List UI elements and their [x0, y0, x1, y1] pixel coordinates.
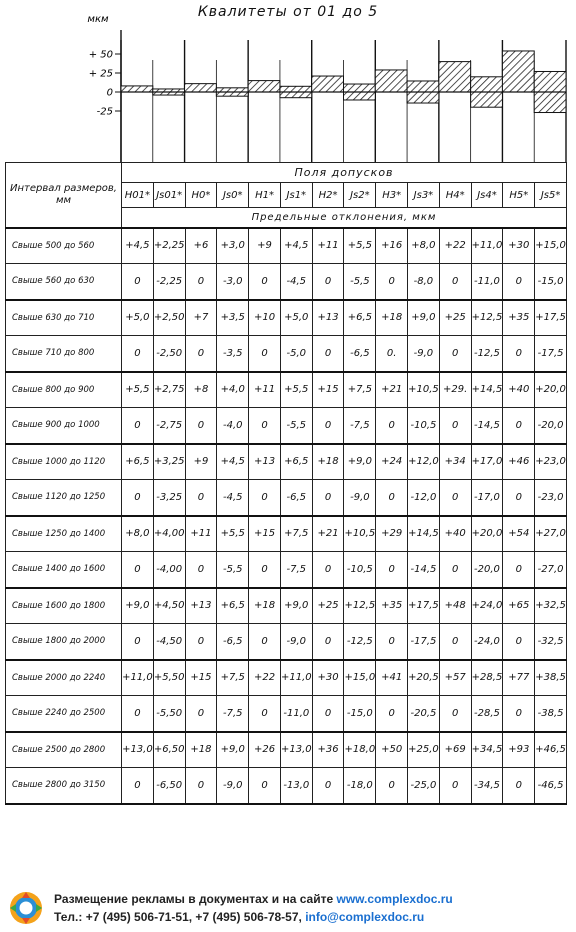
- table-row: [6, 336, 567, 372]
- deviation-cell: +12,0: [408, 444, 440, 480]
- deviation-cell: 0: [376, 408, 408, 444]
- deviation-cell: +7,5: [280, 516, 312, 552]
- deviation-cell: 0: [122, 264, 154, 300]
- deviation-cell: -9,0: [344, 480, 376, 516]
- deviation-cell: -14,5: [408, 552, 440, 588]
- size-interval-cell: Свыше 1600 до 1800: [6, 588, 122, 624]
- deviation-cell: +7: [185, 300, 217, 336]
- deviation-cell: +13,0: [122, 732, 154, 768]
- deviation-cell: -4,50: [153, 624, 185, 660]
- column-header: Js3*: [408, 183, 440, 208]
- tolerance-band: [502, 51, 534, 92]
- deviation-cell: +13: [249, 444, 281, 480]
- deviation-cell: -5,5: [344, 264, 376, 300]
- deviation-cell: 0: [249, 336, 281, 372]
- deviation-cell: -3,25: [153, 480, 185, 516]
- deviation-cell: -10,5: [344, 552, 376, 588]
- deviation-cell: -17,5: [408, 624, 440, 660]
- deviation-cell: +5,50: [153, 660, 185, 696]
- y-tick-label: + 25: [88, 68, 113, 80]
- deviation-cell: -2,25: [153, 264, 185, 300]
- deviation-cell: +34,5: [471, 732, 503, 768]
- deviation-cell: 0: [503, 768, 535, 804]
- deviation-cell: +50: [376, 732, 408, 768]
- deviation-cell: 0: [439, 768, 471, 804]
- deviation-cell: 0: [439, 336, 471, 372]
- deviation-cell: -4,5: [217, 480, 249, 516]
- deviation-cell: +18,0: [344, 732, 376, 768]
- deviation-cell: +11,0: [471, 228, 503, 264]
- deviation-cell: +24: [376, 444, 408, 480]
- deviation-cell: +4,5: [280, 228, 312, 264]
- deviation-cell: 0: [249, 552, 281, 588]
- deviation-cell: -38,5: [535, 696, 567, 732]
- deviation-cell: +5,5: [217, 516, 249, 552]
- deviation-cell: +8,0: [408, 228, 440, 264]
- footer-ad-text: Размещение рекламы в документах и на сайте: [54, 892, 337, 906]
- deviation-cell: +4,5: [217, 444, 249, 480]
- tolerance-band: [439, 62, 471, 92]
- footer: [8, 888, 568, 928]
- deviation-cell: +3,25: [153, 444, 185, 480]
- deviation-cell: -10,5: [408, 408, 440, 444]
- table-row: [6, 588, 567, 624]
- deviation-cell: 0: [122, 480, 154, 516]
- deviation-cell: -3,0: [217, 264, 249, 300]
- size-interval-cell: Свыше 1000 до 1120: [6, 444, 122, 480]
- footer-phone-text: Тел.: +7 (495) 506-71-51, +7 (495) 506-78-57,: [54, 910, 306, 924]
- deviation-cell: 0: [185, 552, 217, 588]
- deviation-cell: +10,5: [408, 372, 440, 408]
- deviation-cell: +35: [376, 588, 408, 624]
- deviation-cell: 0: [503, 696, 535, 732]
- deviation-cell: +2,50: [153, 300, 185, 336]
- table-row: [6, 408, 567, 444]
- deviation-cell: +11,0: [122, 660, 154, 696]
- deviation-cell: +15,0: [535, 228, 567, 264]
- deviation-cell: +18: [249, 588, 281, 624]
- deviation-cell: +22: [249, 660, 281, 696]
- y-tick-label: 0: [106, 87, 113, 99]
- deviation-cell: +18: [185, 732, 217, 768]
- deviation-cell: +11,0: [280, 660, 312, 696]
- y-tick-label: + 50: [88, 49, 113, 61]
- deviation-cell: -2,50: [153, 336, 185, 372]
- deviation-cell: 0: [376, 552, 408, 588]
- tolerance-band: [185, 84, 217, 92]
- deviation-cell: 0.: [376, 336, 408, 372]
- deviation-cell: -5,0: [280, 336, 312, 372]
- table-row: [6, 732, 567, 768]
- deviation-cell: +15: [249, 516, 281, 552]
- deviation-cell: 0: [185, 696, 217, 732]
- deviation-cell: +12,5: [344, 588, 376, 624]
- deviation-cell: -3,5: [217, 336, 249, 372]
- column-header: Js2*: [344, 183, 376, 208]
- deviation-cell: +28,5: [471, 660, 503, 696]
- deviation-cell: 0: [312, 624, 344, 660]
- footer-contact-line: [54, 910, 424, 924]
- deviation-cell: +22: [439, 228, 471, 264]
- deviation-cell: -12,0: [408, 480, 440, 516]
- column-header: H2*: [312, 183, 344, 208]
- deviation-cell: +17,5: [408, 588, 440, 624]
- interval-header: Интервал размеров, мм: [6, 163, 122, 228]
- deviation-cell: +15: [312, 372, 344, 408]
- deviation-cell: +18: [312, 444, 344, 480]
- deviation-cell: +21: [312, 516, 344, 552]
- deviation-cell: +9,0: [408, 300, 440, 336]
- deviation-cell: +36: [312, 732, 344, 768]
- deviation-cell: +6,5: [344, 300, 376, 336]
- deviation-cell: 0: [249, 696, 281, 732]
- deviation-cell: +2,75: [153, 372, 185, 408]
- chart-title: Квалитеты от 01 до 5: [197, 4, 379, 20]
- deviation-cell: 0: [312, 768, 344, 804]
- deviation-cell: 0: [249, 264, 281, 300]
- deviation-cell: 0: [122, 768, 154, 804]
- deviation-cell: 0: [122, 552, 154, 588]
- deviation-cell: 0: [312, 552, 344, 588]
- deviation-cell: 0: [185, 624, 217, 660]
- deviation-cell: +15: [185, 660, 217, 696]
- deviation-cell: 0: [185, 264, 217, 300]
- deviation-cell: -12,5: [471, 336, 503, 372]
- size-interval-cell: Свыше 2800 до 3150: [6, 768, 122, 804]
- limit-deviations-header: Предельные отклонения, мкм: [122, 208, 567, 228]
- deviation-cell: +7,5: [344, 372, 376, 408]
- deviation-cell: -5,5: [280, 408, 312, 444]
- deviation-cell: -9,0: [217, 768, 249, 804]
- deviation-cell: +17,0: [471, 444, 503, 480]
- tolerance-band: [375, 70, 407, 92]
- deviation-cell: +9: [185, 444, 217, 480]
- column-header: Js1*: [280, 183, 312, 208]
- deviation-cell: +14,5: [408, 516, 440, 552]
- deviation-cell: +24,0: [471, 588, 503, 624]
- deviation-cell: +17,5: [535, 300, 567, 336]
- deviation-cell: 0: [376, 264, 408, 300]
- deviation-cell: -9,0: [408, 336, 440, 372]
- deviation-cell: 0: [122, 696, 154, 732]
- footer-ad-line: [54, 892, 453, 906]
- deviation-cell: +8: [185, 372, 217, 408]
- deviation-cell: +5,0: [280, 300, 312, 336]
- deviation-cell: +6,5: [217, 588, 249, 624]
- deviation-cell: -17,5: [535, 336, 567, 372]
- table-row: [6, 444, 567, 480]
- deviation-cell: -15,0: [535, 264, 567, 300]
- table-row: [6, 696, 567, 732]
- size-interval-cell: Свыше 1800 до 2000: [6, 624, 122, 660]
- size-interval-cell: Свыше 900 до 1000: [6, 408, 122, 444]
- deviation-cell: -4,00: [153, 552, 185, 588]
- tolerance-band: [121, 86, 153, 92]
- deviation-cell: 0: [376, 480, 408, 516]
- deviation-cell: +5,5: [344, 228, 376, 264]
- deviation-cell: -7,5: [217, 696, 249, 732]
- table-row: [6, 264, 567, 300]
- deviation-cell: 0: [122, 408, 154, 444]
- deviation-cell: 0: [312, 336, 344, 372]
- deviation-cell: +25: [439, 300, 471, 336]
- footer-site-link[interactable]: www.complexdoc.ru: [336, 892, 453, 906]
- deviation-cell: 0: [312, 264, 344, 300]
- table-row: [6, 660, 567, 696]
- deviation-cell: -27,0: [535, 552, 567, 588]
- deviation-cell: +10: [249, 300, 281, 336]
- deviation-cell: +77: [503, 660, 535, 696]
- deviation-cell: +26: [249, 732, 281, 768]
- table-row: [6, 516, 567, 552]
- size-interval-cell: Свыше 560 до 630: [6, 264, 122, 300]
- deviation-cell: +16: [376, 228, 408, 264]
- deviation-cell: +35: [503, 300, 535, 336]
- deviation-cell: 0: [503, 552, 535, 588]
- deviation-cell: +11: [249, 372, 281, 408]
- deviation-cell: -4,5: [280, 264, 312, 300]
- column-header: Js5*: [535, 183, 567, 208]
- deviation-cell: +15,0: [344, 660, 376, 696]
- deviation-cell: +48: [439, 588, 471, 624]
- deviation-cell: 0: [312, 480, 344, 516]
- deviation-cell: 0: [122, 624, 154, 660]
- deviation-cell: +20,0: [535, 372, 567, 408]
- column-header: H0*: [185, 183, 217, 208]
- deviation-cell: +41: [376, 660, 408, 696]
- deviation-cell: +65: [503, 588, 535, 624]
- column-header: Js01*: [153, 183, 185, 208]
- deviation-cell: +25,0: [408, 732, 440, 768]
- complexdoc-logo-icon: [8, 890, 44, 926]
- deviation-cell: -7,5: [344, 408, 376, 444]
- deviation-cell: +13: [185, 588, 217, 624]
- deviation-cell: +9,0: [217, 732, 249, 768]
- deviation-cell: +29.: [439, 372, 471, 408]
- deviation-cell: -14,5: [471, 408, 503, 444]
- deviation-cell: +4,00: [153, 516, 185, 552]
- tolerance-chart: [0, 0, 576, 162]
- deviation-cell: 0: [249, 768, 281, 804]
- table-header-row: [6, 163, 567, 183]
- deviation-cell: -23,0: [535, 480, 567, 516]
- deviation-cell: 0: [503, 264, 535, 300]
- deviation-cell: +20,5: [408, 660, 440, 696]
- size-interval-cell: Свыше 2500 до 2800: [6, 732, 122, 768]
- deviation-cell: +54: [503, 516, 535, 552]
- deviation-cell: +18: [376, 300, 408, 336]
- deviation-cell: -7,5: [280, 552, 312, 588]
- deviation-cell: +29: [376, 516, 408, 552]
- deviation-cell: 0: [376, 624, 408, 660]
- size-interval-cell: Свыше 2000 до 2240: [6, 660, 122, 696]
- column-header: H3*: [376, 183, 408, 208]
- deviation-cell: 0: [376, 768, 408, 804]
- deviation-cell: +34: [439, 444, 471, 480]
- size-interval-cell: Свыше 800 до 900: [6, 372, 122, 408]
- deviation-cell: +3,0: [217, 228, 249, 264]
- deviation-cell: +4,50: [153, 588, 185, 624]
- size-interval-cell: Свыше 710 до 800: [6, 336, 122, 372]
- deviation-cell: +2,25: [153, 228, 185, 264]
- footer-email-link[interactable]: info@complexdoc.ru: [305, 910, 425, 924]
- deviation-cell: 0: [312, 408, 344, 444]
- deviation-cell: 0: [185, 336, 217, 372]
- deviation-cell: +69: [439, 732, 471, 768]
- deviation-cell: -20,5: [408, 696, 440, 732]
- y-tick-label: -25: [96, 106, 113, 118]
- deviation-cell: +8,0: [122, 516, 154, 552]
- tolerance-band: [312, 76, 344, 92]
- deviation-cell: -34,5: [471, 768, 503, 804]
- deviation-cell: +3,5: [217, 300, 249, 336]
- table-row: [6, 768, 567, 804]
- deviation-cell: -11,0: [280, 696, 312, 732]
- size-interval-cell: Свыше 1400 до 1600: [6, 552, 122, 588]
- deviation-cell: +14,5: [471, 372, 503, 408]
- deviation-cell: -25,0: [408, 768, 440, 804]
- size-interval-cell: Свыше 1120 до 1250: [6, 480, 122, 516]
- deviation-cell: 0: [312, 696, 344, 732]
- column-header: Js0*: [217, 183, 249, 208]
- deviation-cell: -32,5: [535, 624, 567, 660]
- deviation-cell: 0: [503, 336, 535, 372]
- table-row: [6, 228, 567, 264]
- size-interval-cell: Свыше 2240 до 2500: [6, 696, 122, 732]
- size-interval-cell: Свыше 500 до 560: [6, 228, 122, 264]
- table-row: [6, 624, 567, 660]
- deviation-cell: -6,5: [217, 624, 249, 660]
- deviation-cell: +20,0: [471, 516, 503, 552]
- column-header: H01*: [122, 183, 154, 208]
- deviation-cell: +6: [185, 228, 217, 264]
- deviation-cell: -4,0: [217, 408, 249, 444]
- deviation-cell: -6,50: [153, 768, 185, 804]
- deviation-cell: +57: [439, 660, 471, 696]
- table-row: [6, 480, 567, 516]
- deviation-cell: 0: [439, 624, 471, 660]
- deviation-cell: +12,5: [471, 300, 503, 336]
- deviation-cell: +4,0: [217, 372, 249, 408]
- deviation-cell: +6,5: [280, 444, 312, 480]
- deviation-cell: +7,5: [217, 660, 249, 696]
- deviation-cell: +32,5: [535, 588, 567, 624]
- deviation-cell: +9,0: [344, 444, 376, 480]
- deviation-cell: +21: [376, 372, 408, 408]
- deviation-cell: -17,0: [471, 480, 503, 516]
- deviation-cell: 0: [503, 480, 535, 516]
- deviation-cell: 0: [376, 696, 408, 732]
- column-header: H5*: [503, 183, 535, 208]
- deviation-cell: 0: [439, 408, 471, 444]
- deviation-cell: -13,0: [280, 768, 312, 804]
- deviation-cell: +30: [312, 660, 344, 696]
- deviation-cell: -15,0: [344, 696, 376, 732]
- deviation-cell: -2,75: [153, 408, 185, 444]
- deviation-cell: +9,0: [122, 588, 154, 624]
- table-row: [6, 372, 567, 408]
- deviation-cell: -6,5: [344, 336, 376, 372]
- deviation-cell: +9: [249, 228, 281, 264]
- tolerance-table: [5, 162, 567, 805]
- deviation-cell: +40: [503, 372, 535, 408]
- deviation-cell: +6,5: [122, 444, 154, 480]
- column-header: H1*: [249, 183, 281, 208]
- deviation-cell: 0: [249, 480, 281, 516]
- deviation-cell: +46,5: [535, 732, 567, 768]
- deviation-cell: +11: [185, 516, 217, 552]
- size-interval-cell: Свыше 1250 до 1400: [6, 516, 122, 552]
- tolerance-fields-header: Поля допусков: [122, 163, 567, 183]
- deviation-cell: +40: [439, 516, 471, 552]
- column-header: Js4*: [471, 183, 503, 208]
- deviation-cell: +10,5: [344, 516, 376, 552]
- deviation-cell: 0: [503, 624, 535, 660]
- deviation-cell: -24,0: [471, 624, 503, 660]
- deviation-cell: -5,50: [153, 696, 185, 732]
- deviation-cell: -11,0: [471, 264, 503, 300]
- deviation-cell: +23,0: [535, 444, 567, 480]
- deviation-cell: +30: [503, 228, 535, 264]
- table-row: [6, 300, 567, 336]
- deviation-cell: +46: [503, 444, 535, 480]
- deviation-cell: -28,5: [471, 696, 503, 732]
- deviation-cell: 0: [439, 696, 471, 732]
- deviation-cell: -20,0: [471, 552, 503, 588]
- deviation-cell: +25: [312, 588, 344, 624]
- size-interval-cell: Свыше 630 до 710: [6, 300, 122, 336]
- deviation-cell: 0: [122, 336, 154, 372]
- deviation-cell: -18,0: [344, 768, 376, 804]
- deviation-cell: +93: [503, 732, 535, 768]
- deviation-cell: -20,0: [535, 408, 567, 444]
- deviation-cell: +6,50: [153, 732, 185, 768]
- deviation-cell: 0: [439, 264, 471, 300]
- deviation-cell: +13: [312, 300, 344, 336]
- deviation-cell: 0: [249, 408, 281, 444]
- deviation-cell: -9,0: [280, 624, 312, 660]
- deviation-cell: 0: [185, 408, 217, 444]
- deviation-cell: 0: [439, 480, 471, 516]
- deviation-cell: +38,5: [535, 660, 567, 696]
- deviation-cell: +4,5: [122, 228, 154, 264]
- deviation-cell: 0: [185, 480, 217, 516]
- deviation-cell: +5,5: [122, 372, 154, 408]
- deviation-cell: +5,0: [122, 300, 154, 336]
- deviation-cell: 0: [185, 768, 217, 804]
- deviation-cell: -46,5: [535, 768, 567, 804]
- deviation-cell: 0: [503, 408, 535, 444]
- deviation-cell: +13,0: [280, 732, 312, 768]
- deviation-cell: +11: [312, 228, 344, 264]
- deviation-cell: -5,5: [217, 552, 249, 588]
- table-row: [6, 552, 567, 588]
- deviation-cell: 0: [439, 552, 471, 588]
- deviation-cell: +5,5: [280, 372, 312, 408]
- deviation-cell: -12,5: [344, 624, 376, 660]
- tolerance-band: [248, 81, 280, 92]
- deviation-cell: +27,0: [535, 516, 567, 552]
- deviation-cell: -8,0: [408, 264, 440, 300]
- deviation-cell: 0: [249, 624, 281, 660]
- deviation-cell: +9,0: [280, 588, 312, 624]
- axis-unit-label: мкм: [87, 14, 109, 25]
- deviation-cell: -6,5: [280, 480, 312, 516]
- column-header: H4*: [439, 183, 471, 208]
